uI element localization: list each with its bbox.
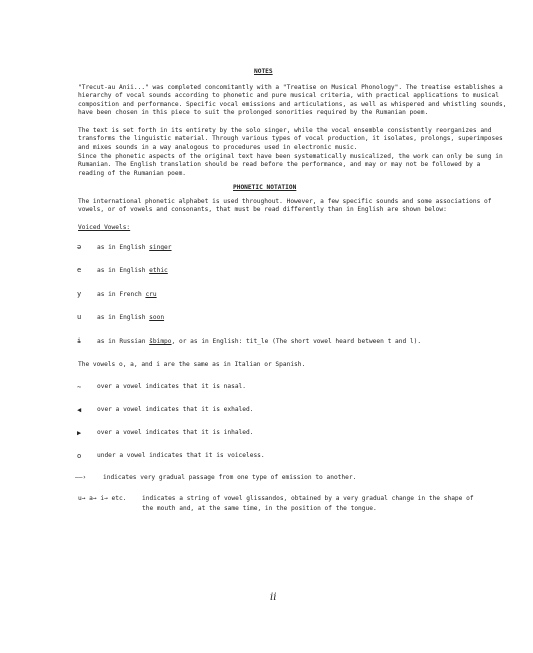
inhale-arrow-icon: ▶ — [77, 429, 82, 437]
mark-definition: over a vowel indicates that it is inhaled. — [97, 429, 254, 436]
mark-definition: over a vowel indicates that it is exhaled. — [97, 406, 254, 413]
vowel-symbol: y — [77, 290, 82, 298]
vowels-note: The vowels o, a, and i are the same as in Italian or Spanish. — [78, 361, 306, 368]
vowel-definition: as in English soon — [97, 314, 165, 321]
exhale-arrow-icon: ◀ — [77, 406, 82, 414]
page-number: ii — [270, 592, 277, 603]
paragraph-1: "Trecut-au Anii..." was completed concomitantly with a "Treatise on Musical Phonology". The treatise establishes a hierarchy of vocal sounds according to phonetic and pure musical criteria, with practical applications to musical composition and performance. Specific vocal emissions and articulations, as well as whispered and whistling sounds, have been chosen in this piece to suit the prolonged sonorities required by the Rumanian poem. — [78, 84, 507, 116]
paragraph-3: Since the phonetic aspects of the original text have been systematically musicalized, the work can only be sung in Rumanian. The English translation should be read before the performance, and may or may not be followed by a reading of the Rumanian poem. — [78, 153, 503, 177]
vowel-definition: as in Russian šbimpo, or as in English: tit_le (The short vowel heard between t and l). — [97, 338, 422, 345]
glissando-definition-line-2: the mouth and, at the same time, in the position of the tongue. — [142, 505, 377, 512]
page-title: NOTES — [254, 68, 273, 75]
vowel-symbol: ə — [77, 243, 82, 251]
vowel-definition: as in English singer — [97, 244, 172, 251]
section-title: PHONETIC NOTATION — [233, 184, 297, 191]
vowel-definition: as in English ethic — [97, 267, 168, 274]
phonetic-intro: The international phonetic alphabet is used throughout. However, a few specific sounds and some associations of vowels, or of vowels and consonants, that must be read differently than in English are shown below: — [78, 198, 492, 214]
tilde-icon: ∼ — [77, 383, 82, 391]
voiceless-circle-icon: o — [77, 452, 82, 460]
glissando-symbol: u→ a→ i→ etc. — [78, 495, 127, 502]
long-arrow-icon: ——› — [75, 474, 87, 481]
vowel-definition: as in French cru — [97, 291, 157, 298]
vowel-symbol: e — [77, 266, 82, 274]
voiced-vowels-heading: Voiced Vowels: — [78, 224, 131, 231]
mark-definition: over a vowel indicates that it is nasal. — [97, 383, 247, 390]
paragraph-2: The text is set forth in its entirety by the solo singer, while the vocal ensemble consistently reorganizes and transforms the linguistic material. Through various types of vocal production, it isolates, prolongs, superimposes and mixes sounds in a way analogous to procedures used in electronic music. — [78, 127, 503, 151]
glissando-definition-line-1: indicates a string of vowel glissandos, obtained by a very gradual change in the shape of — [142, 495, 474, 502]
mark-definition: under a vowel indicates that it is voiceless. — [97, 452, 265, 459]
arrow-definition: indicates very gradual passage from one type of emission to another. — [103, 474, 357, 481]
vowel-symbol: u — [77, 313, 82, 321]
vowel-symbol: ɨ — [77, 337, 82, 345]
